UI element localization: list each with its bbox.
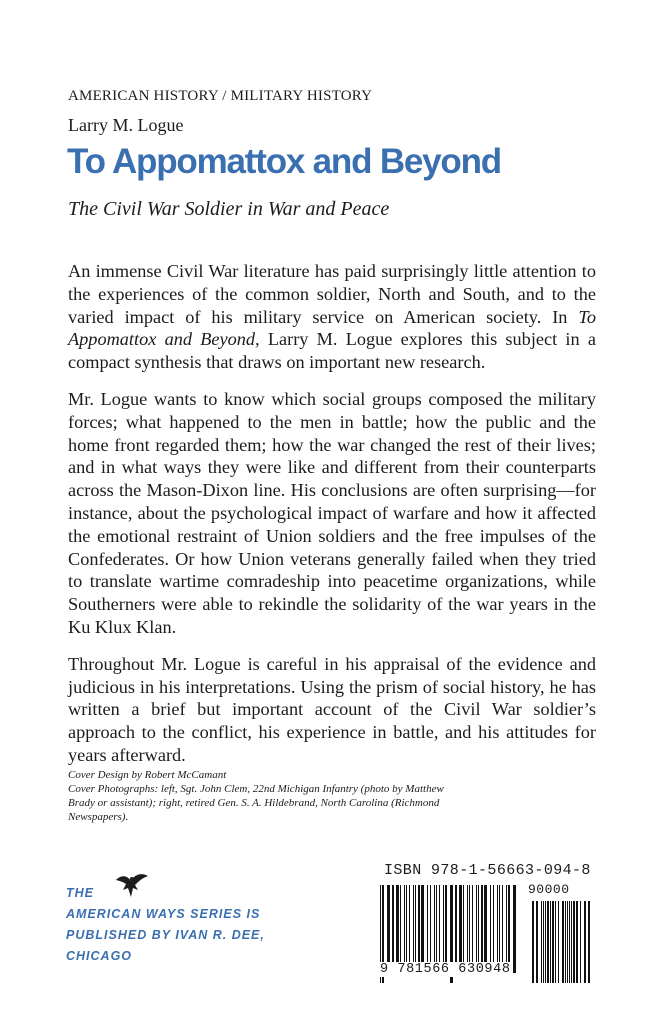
category-label: AMERICAN HISTORY / MILITARY HISTORY	[68, 88, 373, 104]
barcode-bar	[484, 885, 487, 973]
description-paragraph-1	[68, 260, 596, 374]
series-line-2: AMERICAN WAYS SERIES IS	[66, 907, 261, 921]
barcode-bar	[502, 885, 503, 973]
barcode-bar	[588, 901, 590, 983]
barcode-bar	[387, 885, 390, 973]
barcode-bar	[552, 901, 554, 983]
barcode-bar	[436, 885, 437, 973]
barcode-bar	[481, 885, 483, 973]
description-body	[68, 260, 596, 781]
series-imprint	[66, 883, 316, 967]
barcode-bar	[565, 901, 566, 983]
barcode-bar	[567, 901, 568, 983]
description-paragraph-2: Mr. Logue wants to know which social groups composed the military forces; what happened to the men in battle; how the public and the home front regarded them; how the war changed the rest of their lives; and in what ways they were like and different from their counterparts across the Mason-Dixon line. His conclusions are often surprising—for instance, about the psychological impact of warfare and how it affected the emotional restraint of Union soldiers and the free impulses of the Confederates. Or how Union veterans generally failed when they tried to translate wartime comradeship into peacetime organizations, while Southerners were able to rekindle the solidarity of the war years in the Ku Klux Klan.	[68, 388, 596, 637]
isbn-number: ISBN 978-1-56663-094-8	[384, 862, 591, 879]
barcode-bar	[443, 885, 444, 973]
series-line-1: THE	[66, 886, 94, 900]
barcode-bar	[445, 885, 447, 973]
series-line-3: PUBLISHED BY IVAN R. DEE,	[66, 928, 265, 942]
barcode-bar	[490, 885, 491, 973]
barcode-bar	[404, 885, 405, 973]
barcode-bar	[472, 885, 473, 973]
barcode-bar	[506, 885, 507, 973]
barcode-bar	[584, 901, 586, 983]
barcode-bar	[513, 885, 516, 973]
paragraph-text: Larry M. Logue explores this subject in a compact synthesis that draws on important new research.	[68, 329, 596, 373]
design-credit: Cover Design by Robert McCamant	[68, 769, 227, 781]
barcode-bar	[430, 885, 431, 973]
barcode-bar	[396, 885, 399, 973]
barcode-bar	[543, 901, 544, 983]
barcode-bar	[569, 901, 570, 983]
barcode-bar	[415, 885, 416, 973]
photo-credit: Cover Photographs: left, Sgt. John Clem, 22nd Michigan Infantry (photo by Matthew Brady or assistant); right, retired Gen. S. A. Hildebrand, North Carolina (Richmond Newspapers).	[68, 783, 444, 823]
barcode-bar	[497, 885, 498, 973]
barcode-bar	[459, 885, 462, 973]
barcode-bar	[576, 901, 578, 983]
price-code: 90000	[528, 882, 570, 897]
barcode-bar	[493, 885, 494, 973]
barcode-bar	[421, 885, 424, 973]
barcode-bar	[562, 901, 564, 983]
barcode-bar	[413, 885, 414, 973]
barcode-bar	[439, 885, 440, 973]
barcode-bar	[555, 901, 556, 983]
barcode-bar	[392, 885, 394, 973]
barcode-bar	[409, 885, 410, 973]
book-subtitle: The Civil War Soldier in War and Peace	[68, 198, 390, 220]
barcode-bar	[558, 901, 559, 983]
book-title: To Appomattox and Beyond	[67, 142, 501, 181]
barcode-bar	[455, 885, 457, 973]
barcode-bar	[550, 901, 551, 983]
barcode-bar	[580, 901, 581, 983]
barcode-bar	[469, 885, 470, 973]
barcode-bar	[573, 901, 575, 983]
ean-number: 9 781566 630948	[380, 962, 511, 977]
eagle-icon	[114, 870, 150, 900]
barcode-bar	[406, 885, 407, 973]
barcode-bar	[508, 885, 510, 973]
barcode-bar	[541, 901, 542, 983]
description-paragraph-3: Throughout Mr. Logue is careful in his appraisal of the evidence and judicious in his interpretations. Using the prism of social history, he has written a brief but important account of the Civil War soldier’s approach to the conflict, his experience in battle, and his attitudes for years afterward.	[68, 653, 596, 765]
author-name: Larry M. Logue	[68, 115, 184, 135]
barcode-bar	[478, 885, 479, 973]
barcode-bar	[536, 901, 538, 983]
barcode-bar	[463, 885, 464, 973]
series-line-4: CHICAGO	[66, 949, 133, 963]
barcode-bar	[545, 901, 546, 983]
cover-credits	[68, 768, 468, 824]
barcode-bar	[467, 885, 468, 973]
barcode-bar	[476, 885, 477, 973]
barcode-bar	[400, 885, 401, 973]
barcode-bar	[434, 885, 435, 973]
barcode-bar	[499, 885, 500, 973]
paragraph-text: An immense Civil War literature has paid surprisingly little attention to the experiences of the common soldier, North and South, and to the varied impact of his military service on American society. In	[68, 261, 596, 327]
barcode-bar	[418, 885, 420, 973]
barcode-bar	[547, 901, 549, 983]
book-title-inline: To Appomattox and Beyond,	[68, 306, 596, 350]
barcode-bar	[571, 901, 572, 983]
barcode-bar	[427, 885, 428, 973]
barcode-bar	[532, 901, 534, 983]
